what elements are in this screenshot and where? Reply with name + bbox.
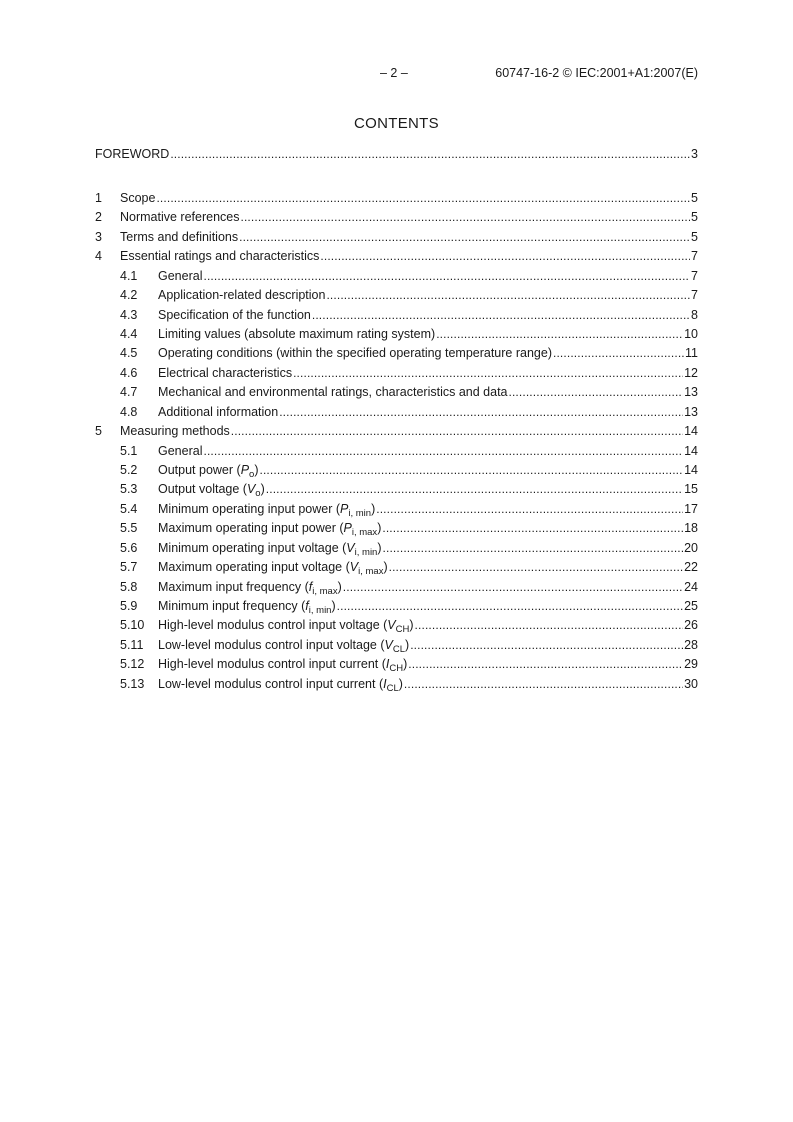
toc-entry-number: 5.7	[120, 560, 138, 575]
dot-leader	[170, 145, 690, 163]
toc-entry-number: 5.2	[120, 463, 138, 478]
symbol-subscript: i, max	[358, 566, 384, 578]
symbol: V	[246, 482, 256, 497]
toc-entry-label: Normative references	[120, 210, 240, 225]
toc-entry-number: 5.1	[120, 443, 138, 458]
toc-entry[interactable]	[120, 403, 698, 421]
symbol: f	[308, 579, 313, 594]
toc-entry-label: High-level modulus control input current $(I_{CH})$	[158, 657, 408, 675]
symbol: I	[383, 676, 387, 691]
toc-entry-label: Operating conditions (within the specified operating temperature range)	[158, 346, 552, 361]
contents-title: CONTENTS	[354, 115, 439, 132]
toc-entry[interactable]	[120, 461, 698, 479]
toc-entry-number: 5.8	[120, 579, 138, 594]
toc-entry-page: 8	[691, 307, 698, 322]
toc-entry-page: 18	[684, 521, 698, 536]
dot-leader	[509, 383, 684, 401]
toc-entry-page: 20	[684, 540, 698, 555]
toc-entry-number: 5	[95, 424, 102, 439]
toc-entry-page: 10	[684, 327, 698, 341]
toc-entry-number: 1	[95, 191, 102, 205]
toc-entry-page: 12	[684, 365, 698, 380]
symbol: P	[343, 521, 352, 536]
toc-entry-page: 5	[691, 229, 698, 244]
symbol: V	[349, 560, 359, 575]
symbol-subscript: i, max	[351, 527, 378, 539]
toc-entry[interactable]	[120, 539, 698, 557]
symbol-subscript: o	[249, 469, 255, 481]
toc-entry-label: Measuring methods	[120, 424, 230, 439]
dot-leader	[376, 500, 683, 518]
toc-entry-number: 4.8	[120, 404, 138, 419]
dot-leader	[266, 480, 683, 498]
toc-entry[interactable]	[120, 500, 698, 518]
toc-entry[interactable]	[120, 480, 698, 498]
toc-entry[interactable]	[95, 208, 698, 226]
toc-entry-page: 30	[684, 676, 698, 691]
dot-leader	[404, 675, 683, 693]
symbol: P	[240, 463, 250, 478]
dot-leader	[415, 616, 684, 634]
toc-entry-number: 4.1	[120, 268, 138, 283]
dot-leader	[337, 597, 683, 615]
dot-leader	[279, 403, 683, 421]
toc-entry-number: 5.3	[120, 482, 138, 497]
toc-entry-number: 5.11	[120, 637, 144, 652]
toc-entry-label: Minimum input frequency $(f_{i, min})$	[158, 599, 336, 617]
toc-entry-label: Output voltage $(V_o)$	[158, 482, 265, 500]
dot-leader	[320, 247, 690, 265]
dot-leader	[436, 325, 683, 343]
symbol-subscript: i, max	[312, 585, 338, 597]
toc-entry-number: 4.6	[120, 365, 138, 380]
toc-entry-page: 7	[691, 288, 698, 303]
toc-entry-label: High-level modulus control input voltage $(V_{CH})$	[158, 618, 414, 636]
toc-entry[interactable]	[95, 247, 698, 265]
dot-leader	[203, 442, 683, 460]
toc-entry-page: 24	[684, 579, 698, 594]
toc-entry-label: Maximum operating input power $(P_{i, max})$	[158, 521, 382, 539]
page-number: – 2 –	[380, 66, 408, 80]
dot-leader	[241, 208, 691, 226]
toc-entry[interactable]	[120, 616, 698, 634]
toc-entry-page: 17	[684, 501, 698, 516]
toc-entry-number: 4.5	[120, 346, 138, 361]
toc-entry[interactable]	[95, 422, 698, 440]
symbol-subscript: i, min	[354, 546, 378, 558]
dot-leader	[260, 461, 684, 479]
toc-entry[interactable]	[120, 364, 698, 382]
toc-entry-number: 5.13	[120, 676, 145, 691]
toc-entry[interactable]	[120, 655, 698, 673]
toc-entry-number: 3	[95, 229, 102, 244]
dot-leader	[239, 228, 690, 246]
toc-entry-label: Limiting values (absolute maximum rating system)	[158, 327, 436, 341]
symbol-subscript: o	[255, 488, 261, 500]
toc-entry-page: 14	[684, 424, 698, 439]
dot-leader	[203, 267, 690, 285]
toc-entry[interactable]	[120, 597, 698, 615]
symbol: f	[305, 599, 309, 614]
dot-leader	[410, 636, 683, 654]
toc-entry-label: Specification of the function	[158, 307, 311, 322]
toc-entry-number: 5.4	[120, 501, 138, 516]
dot-leader	[293, 364, 683, 382]
toc-entry-label: Maximum input frequency $(f_{i, max})$	[158, 579, 342, 597]
toc-entry-page: 13	[684, 404, 698, 419]
dot-leader	[156, 189, 690, 207]
toc-entry-label: Electrical characteristics	[158, 365, 293, 380]
symbol: V	[387, 618, 396, 633]
toc-entry-label: Scope	[120, 191, 156, 205]
toc-entry[interactable]	[120, 306, 698, 324]
dot-leader	[553, 344, 684, 362]
toc-entry[interactable]	[120, 325, 698, 343]
symbol-subscript: CH	[389, 663, 404, 675]
document-id: 60747-16-2 © IEC:2001+A1:2007(E)	[495, 66, 698, 80]
toc-entry-number: 2	[95, 210, 102, 225]
dot-leader	[382, 519, 683, 537]
dot-leader	[231, 422, 683, 440]
dot-leader	[312, 306, 690, 324]
toc-entry-number: 4.7	[120, 385, 138, 400]
toc-entry-label: General	[158, 443, 203, 458]
dot-leader	[383, 539, 684, 557]
toc-entry-number: 4	[95, 249, 102, 264]
toc-entry-number: 5.12	[120, 657, 145, 672]
dot-leader	[343, 578, 683, 596]
toc-entry-number: 4.2	[120, 288, 138, 303]
toc-entry-number: 4.3	[120, 307, 138, 322]
toc-entry[interactable]	[120, 286, 698, 304]
toc-entry-label: FOREWORD	[95, 147, 170, 161]
symbol: V	[384, 637, 393, 652]
toc-entry-page: 11	[685, 346, 698, 361]
toc-entry-label: Low-level modulus control input current $(I_{CL})$	[158, 676, 403, 694]
toc-entry[interactable]	[120, 442, 698, 460]
toc-entry-page: 14	[684, 463, 698, 478]
symbol-subscript: CH	[395, 624, 410, 636]
toc-entry-label: General	[158, 268, 203, 283]
toc-entry-label: Mechanical and environmental ratings, characteristics and data	[158, 385, 508, 400]
toc-entry-label: Additional information	[158, 404, 279, 419]
symbol-subscript: CL	[386, 682, 399, 694]
toc-entry-label: Application-related description	[158, 288, 326, 303]
toc-entry[interactable]	[120, 578, 698, 596]
toc-entry-page: 5	[691, 191, 698, 205]
toc-entry[interactable]	[120, 519, 698, 537]
symbol-subscript: i, min	[308, 605, 332, 617]
toc-entry-page: 3	[691, 147, 698, 161]
toc-entry[interactable]	[120, 267, 698, 285]
toc-entry-page: 14	[684, 443, 698, 458]
toc-entry[interactable]	[120, 636, 698, 654]
toc-entry-label: Minimum operating input power $(P_{i, min})$	[158, 501, 376, 519]
toc-entry-page: 15	[684, 482, 698, 497]
toc-entry-label: Maximum operating input voltage $(V_{i, max})$	[158, 560, 388, 578]
symbol-subscript: i, min	[348, 507, 372, 519]
toc-entry-page: 25	[684, 599, 698, 614]
toc-entry-label: Essential ratings and characteristics	[120, 249, 320, 264]
toc-entry-number: 5.5	[120, 521, 138, 536]
dot-leader	[389, 558, 683, 576]
toc-entry[interactable]	[95, 228, 698, 246]
toc-entry[interactable]	[120, 675, 698, 693]
toc-entry-number: 4.4	[120, 327, 138, 341]
toc-entry-number: 5.10	[120, 618, 145, 633]
toc-entry-page: 22	[684, 560, 698, 575]
toc-entry-page: 26	[684, 618, 698, 633]
toc-entry[interactable]	[120, 558, 698, 576]
symbol: I	[385, 657, 390, 672]
symbol: V	[346, 540, 355, 555]
toc-entry-page: 7	[691, 268, 698, 283]
toc-entry[interactable]	[120, 344, 698, 362]
toc-entry-number: 5.9	[120, 599, 138, 614]
toc-entry-label: Low-level modulus control input voltage $(V_{CL})$	[158, 637, 410, 655]
toc-entry-page: 5	[691, 210, 698, 225]
symbol-subscript: CL	[392, 643, 406, 655]
toc-entry-page: 28	[684, 637, 698, 652]
toc-entry-label: Output power $(P_o)$	[158, 463, 259, 481]
page-header	[0, 66, 793, 82]
dot-leader	[326, 286, 690, 304]
toc-entry[interactable]	[95, 189, 698, 207]
toc-entry-number: 5.6	[120, 540, 138, 555]
toc-entry[interactable]	[120, 383, 698, 401]
toc-entry-page: 13	[684, 385, 698, 400]
toc-entry-label: Terms and definitions	[120, 229, 239, 244]
dot-leader	[408, 655, 683, 673]
symbol: P	[340, 501, 349, 516]
toc-entry[interactable]	[95, 145, 698, 163]
toc-entry-page: 29	[684, 657, 698, 672]
toc-entry-label: Minimum operating input voltage $(V_{i, min})$	[158, 540, 382, 558]
toc-entry-page: 7	[691, 249, 698, 264]
